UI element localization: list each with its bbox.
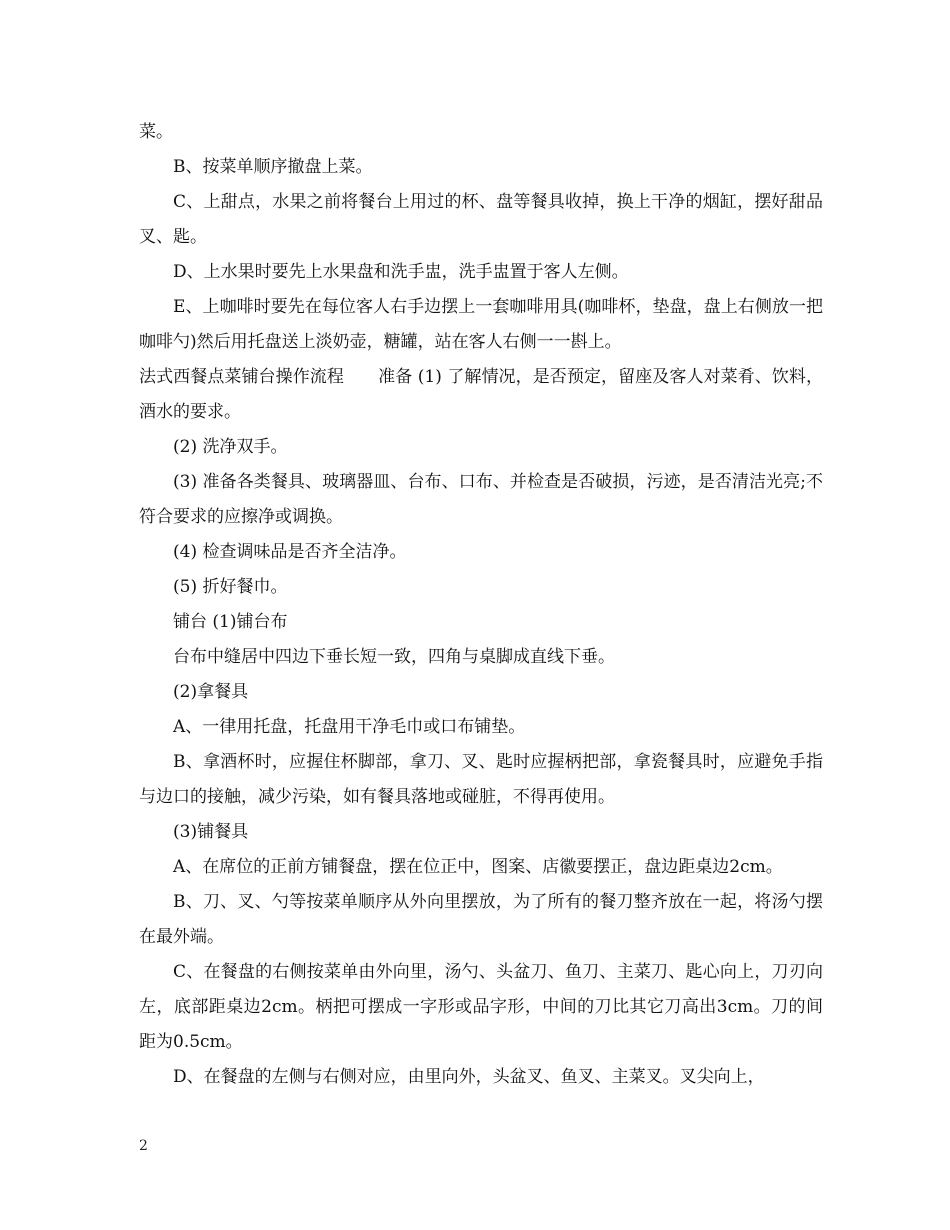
paragraph: C、上甜点，水果之前将餐台上用过的杯、盘等餐具收掉，换上干净的烟缸，摆好甜品叉、匙。 (139, 192, 823, 247)
paragraph: 铺台 (1)铺台布 (173, 612, 288, 632)
paragraph: (3) 准备各类餐具、玻璃器皿、台布、口布、并检查是否破损，污迹，是否清洁光亮;不符合要求的应擦净或调换。 (139, 472, 823, 527)
paragraph: (2)拿餐具 (173, 682, 249, 702)
paragraph: (4) 检查调味品是否齐全洁净。 (173, 542, 407, 562)
paragraph: B、拿酒杯时，应握住杯脚部，拿刀、叉、匙时应握柄把部，拿瓷餐具时，应避免手指与边口的接触，减少污染，如有餐具落地或碰脏，不得再使用。 (139, 752, 823, 807)
paragraph: (2) 洗净双手。 (173, 437, 288, 457)
paragraph: D、在餐盘的左侧与右侧对应，由里向外，头盆叉、鱼叉、主菜叉。叉尖向上， (173, 1067, 765, 1087)
paragraph: B、按菜单顺序撤盘上菜。 (173, 157, 373, 177)
paragraph: C、在餐盘的右侧按菜单由外向里，汤勺、头盆刀、鱼刀、主菜刀、匙心向上，刀刃向左，底部距桌边2cm。柄把可摆成一字形或品字形，中间的刀比其它刀高出3cm。刀的间距为0.5cm。 (139, 962, 823, 1052)
paragraph: E、上咖啡时要先在每位客人右手边摆上一套咖啡用具(咖啡杯，垫盘，盘上右侧放一把咖啡勺)然后用托盘送上淡奶壶，糖罐，站在客人右侧一一斟上。 (139, 297, 823, 352)
paragraph: (3)铺餐具 (173, 822, 249, 842)
paragraph: 法式西餐点菜铺台操作流程 准备 (1) 了解情况，是否预定，留座及客人对菜肴、饮料，酒水的要求。 (139, 367, 823, 422)
document-body (139, 115, 823, 1095)
paragraph: D、上水果时要先上水果盘和洗手盅，洗手盅置于客人左侧。 (173, 262, 629, 282)
paragraph: (5) 折好餐巾。 (173, 577, 288, 597)
paragraph: 台布中缝居中四边下垂长短一致，四角与桌脚成直线下垂。 (173, 647, 615, 667)
paragraph: A、一律用托盘，托盘用干净毛巾或口布铺垫。 (173, 717, 526, 737)
paragraph: B、刀、叉、勺等按菜单顺序从外向里摆放，为了所有的餐刀整齐放在一起，将汤勺摆在最外端。 (139, 892, 823, 947)
page-number: 2 (139, 1138, 148, 1154)
paragraph: 菜。 (139, 122, 173, 142)
paragraph: A、在席位的正前方铺餐盘，摆在位正中，图案、店徽要摆正，盘边距桌边2cm。 (173, 857, 783, 877)
